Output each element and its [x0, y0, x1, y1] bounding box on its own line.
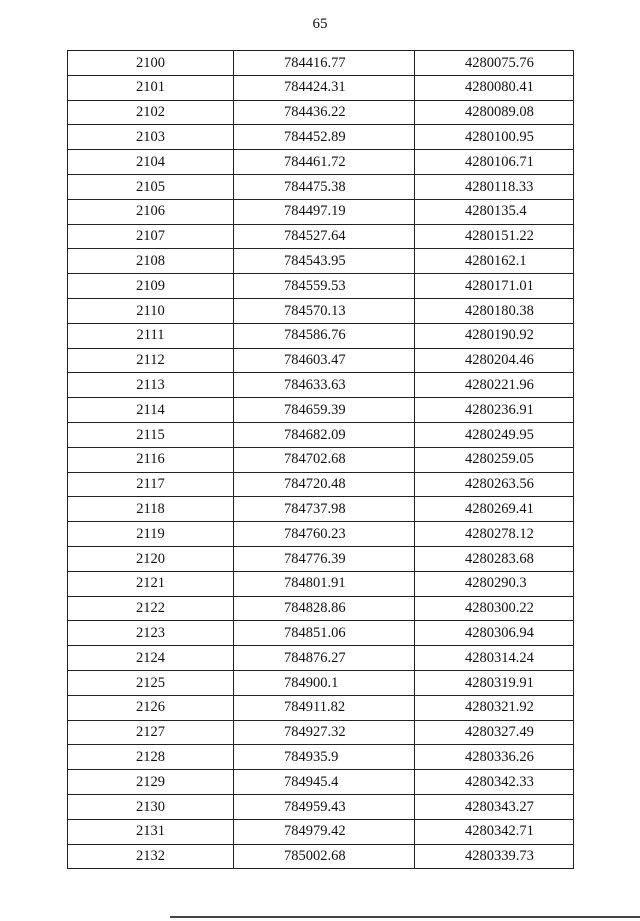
point-number-cell: 2115 [68, 422, 234, 447]
point-number-cell: 2108 [68, 249, 234, 274]
y-coordinate-cell: 4280283.68 [415, 546, 574, 571]
y-coordinate-cell: 4280089.08 [415, 100, 574, 125]
x-coordinate-cell: 784461.72 [234, 150, 415, 175]
point-number-cell: 2125 [68, 670, 234, 695]
table-row [68, 695, 574, 720]
table-row [68, 522, 574, 547]
table-row [68, 174, 574, 199]
y-coordinate-cell: 4280300.22 [415, 596, 574, 621]
coordinates-table-body [68, 51, 574, 869]
point-number-cell: 2113 [68, 373, 234, 398]
x-coordinate-cell: 784900.1 [234, 670, 415, 695]
table-row [68, 720, 574, 745]
point-number-cell: 2106 [68, 199, 234, 224]
y-coordinate-cell: 4280180.38 [415, 298, 574, 323]
x-coordinate-cell: 784876.27 [234, 646, 415, 671]
table-row [68, 75, 574, 100]
table-row [68, 274, 574, 299]
table-row [68, 794, 574, 819]
x-coordinate-cell: 784702.68 [234, 447, 415, 472]
y-coordinate-cell: 4280106.71 [415, 150, 574, 175]
table-row [68, 472, 574, 497]
point-number-cell: 2120 [68, 546, 234, 571]
point-number-cell: 2104 [68, 150, 234, 175]
point-number-cell: 2121 [68, 571, 234, 596]
x-coordinate-cell: 784603.47 [234, 348, 415, 373]
point-number-cell: 2124 [68, 646, 234, 671]
x-coordinate-cell: 785002.68 [234, 844, 415, 869]
y-coordinate-cell: 4280162.1 [415, 249, 574, 274]
point-number-cell: 2102 [68, 100, 234, 125]
y-coordinate-cell: 4280259.05 [415, 447, 574, 472]
point-number-cell: 2118 [68, 497, 234, 522]
y-coordinate-cell: 4280319.91 [415, 670, 574, 695]
y-coordinate-cell: 4280314.24 [415, 646, 574, 671]
point-number-cell: 2130 [68, 794, 234, 819]
y-coordinate-cell: 4280135.4 [415, 199, 574, 224]
point-number-cell: 2122 [68, 596, 234, 621]
x-coordinate-cell: 784497.19 [234, 199, 415, 224]
y-coordinate-cell: 4280190.92 [415, 323, 574, 348]
table-row [68, 298, 574, 323]
x-coordinate-cell: 784935.9 [234, 745, 415, 770]
table-row [68, 348, 574, 373]
point-number-cell: 2129 [68, 770, 234, 795]
table-row [68, 323, 574, 348]
table-row [68, 422, 574, 447]
point-number-cell: 2101 [68, 75, 234, 100]
point-number-cell: 2119 [68, 522, 234, 547]
point-number-cell: 2117 [68, 472, 234, 497]
x-coordinate-cell: 784559.53 [234, 274, 415, 299]
table-row [68, 51, 574, 76]
table-row [68, 373, 574, 398]
table-row [68, 224, 574, 249]
x-coordinate-cell: 784927.32 [234, 720, 415, 745]
point-number-cell: 2126 [68, 695, 234, 720]
point-number-cell: 2131 [68, 819, 234, 844]
point-number-cell: 2128 [68, 745, 234, 770]
coordinates-table [67, 50, 574, 869]
y-coordinate-cell: 4280290.3 [415, 571, 574, 596]
y-coordinate-cell: 4280204.46 [415, 348, 574, 373]
point-number-cell: 2112 [68, 348, 234, 373]
x-coordinate-cell: 784945.4 [234, 770, 415, 795]
point-number-cell: 2110 [68, 298, 234, 323]
x-coordinate-cell: 784424.31 [234, 75, 415, 100]
y-coordinate-cell: 4280249.95 [415, 422, 574, 447]
table-row [68, 596, 574, 621]
point-number-cell: 2111 [68, 323, 234, 348]
x-coordinate-cell: 784570.13 [234, 298, 415, 323]
y-coordinate-cell: 4280339.73 [415, 844, 574, 869]
x-coordinate-cell: 784760.23 [234, 522, 415, 547]
x-coordinate-cell: 784979.42 [234, 819, 415, 844]
y-coordinate-cell: 4280151.22 [415, 224, 574, 249]
table-row [68, 125, 574, 150]
table-row [68, 497, 574, 522]
point-number-cell: 2107 [68, 224, 234, 249]
table-row [68, 546, 574, 571]
table-row [68, 819, 574, 844]
table-row [68, 199, 574, 224]
x-coordinate-cell: 784801.91 [234, 571, 415, 596]
table-row [68, 571, 574, 596]
y-coordinate-cell: 4280236.91 [415, 398, 574, 423]
y-coordinate-cell: 4280118.33 [415, 174, 574, 199]
table-row [68, 150, 574, 175]
y-coordinate-cell: 4280306.94 [415, 621, 574, 646]
table-row [68, 249, 574, 274]
page-number: 65 [312, 16, 328, 32]
x-coordinate-cell: 784776.39 [234, 546, 415, 571]
point-number-cell: 2123 [68, 621, 234, 646]
y-coordinate-cell: 4280171.01 [415, 274, 574, 299]
x-coordinate-cell: 784959.43 [234, 794, 415, 819]
point-number-cell: 2100 [68, 51, 234, 76]
y-coordinate-cell: 4280327.49 [415, 720, 574, 745]
x-coordinate-cell: 784436.22 [234, 100, 415, 125]
y-coordinate-cell: 4280321.92 [415, 695, 574, 720]
point-number-cell: 2103 [68, 125, 234, 150]
x-coordinate-cell: 784911.82 [234, 695, 415, 720]
point-number-cell: 2132 [68, 844, 234, 869]
y-coordinate-cell: 4280336.26 [415, 745, 574, 770]
point-number-cell: 2105 [68, 174, 234, 199]
table-row [68, 844, 574, 869]
y-coordinate-cell: 4280342.71 [415, 819, 574, 844]
x-coordinate-cell: 784527.64 [234, 224, 415, 249]
y-coordinate-cell: 4280269.41 [415, 497, 574, 522]
y-coordinate-cell: 4280342.33 [415, 770, 574, 795]
x-coordinate-cell: 784828.86 [234, 596, 415, 621]
x-coordinate-cell: 784416.77 [234, 51, 415, 76]
x-coordinate-cell: 784851.06 [234, 621, 415, 646]
point-number-cell: 2116 [68, 447, 234, 472]
y-coordinate-cell: 4280221.96 [415, 373, 574, 398]
table-row [68, 770, 574, 795]
x-coordinate-cell: 784452.89 [234, 125, 415, 150]
y-coordinate-cell: 4280075.76 [415, 51, 574, 76]
point-number-cell: 2109 [68, 274, 234, 299]
x-coordinate-cell: 784633.63 [234, 373, 415, 398]
point-number-cell: 2127 [68, 720, 234, 745]
table-row [68, 100, 574, 125]
y-coordinate-cell: 4280263.56 [415, 472, 574, 497]
x-coordinate-cell: 784682.09 [234, 422, 415, 447]
x-coordinate-cell: 784720.48 [234, 472, 415, 497]
table-row [68, 621, 574, 646]
table-row [68, 398, 574, 423]
table-row [68, 670, 574, 695]
y-coordinate-cell: 4280278.12 [415, 522, 574, 547]
table-row [68, 646, 574, 671]
table-row [68, 447, 574, 472]
table-row [68, 745, 574, 770]
y-coordinate-cell: 4280080.41 [415, 75, 574, 100]
x-coordinate-cell: 784475.38 [234, 174, 415, 199]
x-coordinate-cell: 784586.76 [234, 323, 415, 348]
x-coordinate-cell: 784737.98 [234, 497, 415, 522]
page-bottom-rule [170, 916, 640, 918]
y-coordinate-cell: 4280100.95 [415, 125, 574, 150]
x-coordinate-cell: 784659.39 [234, 398, 415, 423]
y-coordinate-cell: 4280343.27 [415, 794, 574, 819]
point-number-cell: 2114 [68, 398, 234, 423]
x-coordinate-cell: 784543.95 [234, 249, 415, 274]
